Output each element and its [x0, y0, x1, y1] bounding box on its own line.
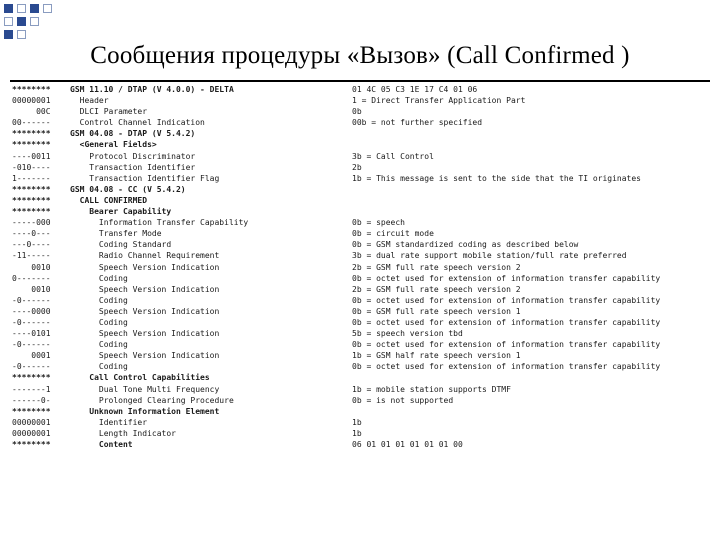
trace-row-value: 0b = octet used for extension of information transfer capability	[352, 317, 661, 327]
trace-row-field: Content	[70, 440, 133, 449]
trace-row	[10, 117, 710, 128]
trace-row	[10, 339, 710, 350]
title-divider	[10, 80, 710, 82]
trace-row	[10, 317, 710, 328]
trace-row-bits: 0001	[12, 351, 51, 361]
trace-row-value: 3b = Call Control	[352, 151, 434, 161]
trace-row	[10, 84, 710, 95]
trace-row	[10, 395, 710, 406]
trace-row-field: Speech Version Indication	[70, 351, 220, 361]
trace-row-value: 1 = Direct Transfer Application Part	[352, 96, 526, 106]
trace-row-bits: ------0-	[12, 395, 51, 405]
trace-row-field: Speech Version Indication	[70, 306, 220, 316]
trace-row-bits: ********	[12, 195, 51, 205]
trace-row-field: Speech Version Indication	[70, 262, 220, 272]
trace-row	[10, 128, 710, 139]
trace-row	[10, 239, 710, 250]
trace-row-bits: ----0---	[12, 229, 51, 239]
trace-row-bits: ********	[12, 373, 51, 383]
trace-row-bits: 0-------	[12, 273, 51, 283]
trace-row-field: Coding	[70, 273, 128, 283]
trace-row-field: Transaction Identifier	[70, 162, 196, 172]
trace-row	[10, 306, 710, 317]
trace-row-value: 1b	[352, 428, 362, 438]
protocol-trace-listing	[10, 84, 710, 460]
trace-row-field: Identifier	[70, 417, 148, 427]
trace-row-bits: -0------	[12, 295, 51, 305]
trace-row-field: CALL CONFIRMED	[70, 195, 148, 205]
trace-row-field: DLCI Parameter	[70, 107, 148, 117]
trace-row	[10, 428, 710, 439]
trace-row-value: 0b = circuit mode	[352, 229, 434, 239]
trace-row-bits: ********	[12, 184, 51, 194]
trace-row-bits: -11-----	[12, 251, 51, 261]
trace-row	[10, 106, 710, 117]
trace-row	[10, 284, 710, 295]
trace-row	[10, 262, 710, 273]
trace-row-bits: 00000001	[12, 417, 51, 427]
trace-row-bits: -0------	[12, 317, 51, 327]
trace-row-value: 0b = GSM standardized coding as described below	[352, 240, 579, 250]
trace-row-value: 0b	[352, 107, 362, 117]
trace-row	[10, 384, 710, 395]
trace-row	[10, 228, 710, 239]
trace-row	[10, 151, 710, 162]
trace-row	[10, 95, 710, 106]
trace-row-field: Protocol Discriminator	[70, 151, 196, 161]
trace-row-value: 1b = This message is sent to the side that the TI originates	[352, 173, 641, 183]
trace-row-bits: ----0011	[12, 151, 51, 161]
trace-row-bits: ********	[12, 406, 51, 416]
trace-row-value: 0b = speech	[352, 218, 405, 228]
trace-row-bits: ********	[12, 85, 51, 94]
trace-row-value: 0b = octet used for extension of information transfer capability	[352, 295, 661, 305]
trace-row-bits: 00------	[12, 118, 51, 128]
trace-row-bits: ********	[12, 129, 51, 139]
trace-row-field: Coding	[70, 362, 128, 372]
trace-row-field: Speech Version Indication	[70, 329, 220, 339]
trace-row-bits: ----0000	[12, 306, 51, 316]
slide-title: Сообщения процедуры «Вызов» (Call Confirmed )	[90, 42, 630, 69]
trace-row	[10, 206, 710, 217]
trace-row	[10, 273, 710, 284]
corner-squares-decoration	[0, 0, 56, 40]
trace-row	[10, 295, 710, 306]
trace-row-value: 5b = speech version tbd	[352, 329, 463, 339]
trace-row	[10, 417, 710, 428]
trace-row-field: Coding	[70, 317, 128, 327]
trace-row-bits: ********	[12, 207, 51, 217]
trace-row	[10, 361, 710, 372]
trace-row-value: 00b = not further specified	[352, 118, 483, 128]
trace-row-value: 2b = GSM full rate speech version 2	[352, 262, 521, 272]
trace-row-field: Transfer Mode	[70, 229, 162, 239]
trace-row	[10, 195, 710, 206]
trace-row-field: Speech Version Indication	[70, 284, 220, 294]
trace-row-value: 1b = GSM half rate speech version 1	[352, 351, 521, 361]
trace-row	[10, 406, 710, 417]
trace-row-value: 1b = mobile station supports DTMF	[352, 384, 511, 394]
trace-row-value: 0b = octet used for extension of information transfer capability	[352, 273, 661, 283]
trace-row	[10, 217, 710, 228]
trace-row-bits: -010----	[12, 162, 51, 172]
trace-row-field: Unknown Information Element	[70, 406, 220, 416]
trace-row-field: Information Transfer Capability	[70, 218, 249, 228]
trace-row-value: 06 01 01 01 01 01 01 00	[352, 440, 463, 449]
trace-row-field: Header	[70, 96, 109, 106]
trace-row-bits: -------1	[12, 384, 51, 394]
trace-row-value: 2b = GSM full rate speech version 2	[352, 284, 521, 294]
trace-row-bits: 0010	[12, 284, 51, 294]
trace-row-bits: 00000001	[12, 428, 51, 438]
trace-row-bits: -----000	[12, 218, 51, 228]
trace-row	[10, 250, 710, 261]
trace-row-field: Bearer Capability	[70, 207, 172, 217]
trace-row	[10, 328, 710, 339]
trace-row-field: Prolonged Clearing Procedure	[70, 395, 234, 405]
trace-row-value: 0b = is not supported	[352, 395, 454, 405]
trace-row-field: GSM 11.10 / DTAP (V 4.0.0) - DELTA	[70, 85, 234, 94]
trace-row-field: Control Channel Indication	[70, 118, 205, 128]
trace-row-field: Transaction Identifier Flag	[70, 173, 220, 183]
trace-row	[10, 162, 710, 173]
trace-row-field: Radio Channel Requirement	[70, 251, 220, 261]
trace-row-value: 2b	[352, 162, 362, 172]
trace-row-value: 1b	[352, 417, 362, 427]
trace-row-value: 0b = GSM full rate speech version 1	[352, 306, 521, 316]
trace-row-value: 0b = octet used for extension of information transfer capability	[352, 362, 661, 372]
trace-row-field: Dual Tone Multi Frequency	[70, 384, 220, 394]
trace-row-bits: -0------	[12, 340, 51, 350]
trace-row-bits: 00C	[12, 107, 51, 117]
trace-row	[10, 439, 710, 450]
trace-row-field: Coding	[70, 295, 128, 305]
trace-row	[10, 184, 710, 195]
trace-row	[10, 173, 710, 184]
trace-row-bits: 1-------	[12, 173, 51, 183]
trace-row-field: Coding Standard	[70, 240, 172, 250]
trace-row-field: GSM 04.08 - CC (V 5.4.2)	[70, 184, 186, 194]
trace-row-bits: ********	[12, 440, 51, 449]
trace-row-value: 0b = octet used for extension of information transfer capability	[352, 340, 661, 350]
trace-row	[10, 139, 710, 150]
trace-row-field: <General Fields>	[70, 140, 157, 150]
trace-row-bits: 0010	[12, 262, 51, 272]
trace-row-bits: ----0101	[12, 329, 51, 339]
trace-row-bits: 00000001	[12, 96, 51, 106]
trace-row-value: 3b = dual rate support mobile station/full rate preferred	[352, 251, 627, 261]
trace-row-value: 01 4C 05 C3 1E 17 C4 01 06	[352, 85, 478, 94]
trace-row-field: GSM 04.08 - DTAP (V 5.4.2)	[70, 129, 196, 139]
trace-row-bits: ********	[12, 140, 51, 150]
trace-row-bits: -0------	[12, 362, 51, 372]
trace-row	[10, 350, 710, 361]
trace-row-field: Call Control Capabilities	[70, 373, 210, 383]
trace-row	[10, 372, 710, 383]
trace-row-field: Length Indicator	[70, 428, 176, 438]
trace-row-field: Coding	[70, 340, 128, 350]
trace-row-bits: ---0----	[12, 240, 51, 250]
